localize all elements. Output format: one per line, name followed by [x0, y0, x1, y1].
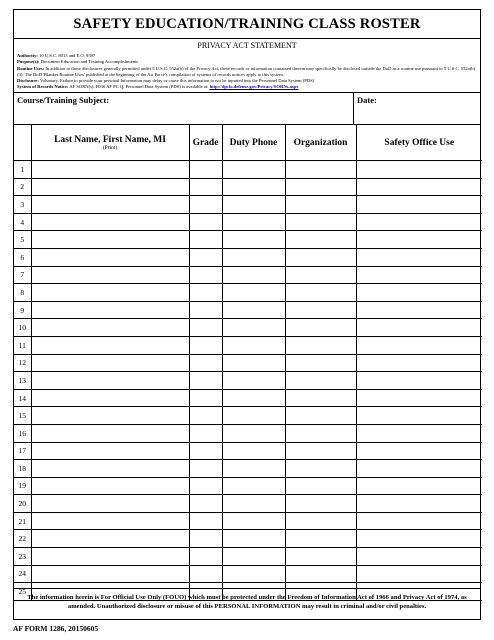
sorn-text: AF SORN(s), F036 AF PC Q, Personnel Data System (PDS) is available at: — [68, 84, 210, 90]
duty-phone-cell[interactable] — [222, 354, 285, 372]
organization-cell[interactable] — [285, 548, 356, 566]
table-row — [14, 301, 482, 319]
table-row — [14, 460, 482, 478]
disclosure-text: Voluntary. Failure to provide your personal Information may delay or cause this information to not be inputted into the Personnel Data System (PDS) — [38, 78, 315, 84]
table-row — [14, 178, 482, 196]
duty-phone-cell[interactable] — [222, 266, 285, 284]
grade-cell[interactable] — [189, 213, 222, 231]
grade-cell[interactable] — [189, 530, 222, 548]
name-cell[interactable] — [31, 301, 189, 319]
grade-cell[interactable] — [189, 161, 222, 179]
table-row — [14, 389, 482, 407]
authority-text: 10 U.S.C. 8013 and E.O. 9397 — [37, 53, 96, 58]
name-cell[interactable] — [31, 424, 189, 442]
name-cell[interactable] — [31, 319, 189, 337]
name-column-header — [31, 125, 189, 161]
duty-phone-cell[interactable] — [222, 407, 285, 425]
grade-cell[interactable] — [189, 477, 222, 495]
table-row — [14, 548, 482, 566]
grade-cell[interactable] — [189, 196, 222, 214]
name-cell[interactable] — [31, 512, 189, 530]
name-cell[interactable] — [31, 565, 189, 583]
safety-office-cell[interactable] — [356, 424, 482, 442]
row-number: 15 — [14, 407, 31, 425]
name-cell[interactable] — [31, 178, 189, 196]
grade-column-header: Grade — [189, 125, 222, 161]
duty-phone-cell[interactable] — [222, 248, 285, 266]
roster-header-row — [14, 125, 482, 161]
row-number: 25 — [14, 583, 31, 601]
course-subject-label: Course/Training Subject: — [17, 95, 110, 105]
form-title: SAFETY EDUCATION/TRAINING CLASS ROSTER — [14, 10, 480, 39]
safety-office-cell[interactable] — [356, 196, 482, 214]
duty-phone-cell[interactable] — [222, 336, 285, 354]
grade-cell[interactable] — [189, 442, 222, 460]
organization-cell[interactable] — [285, 319, 356, 337]
routine-label: Routine Uses: — [17, 65, 45, 71]
safety-office-cell[interactable] — [356, 266, 482, 284]
name-cell[interactable] — [31, 248, 189, 266]
duty-phone-column-header: Duty Phone — [222, 125, 285, 161]
duty-phone-cell[interactable] — [222, 231, 285, 249]
duty-phone-cell[interactable] — [222, 284, 285, 302]
row-number: 6 — [14, 248, 31, 266]
row-number: 14 — [14, 389, 31, 407]
grade-cell[interactable] — [189, 389, 222, 407]
organization-cell[interactable] — [285, 424, 356, 442]
name-cell[interactable] — [31, 213, 189, 231]
safety-office-column-header: Safety Office Use — [356, 125, 482, 161]
name-cell[interactable] — [31, 407, 189, 425]
purpose-label: Purpose(s): — [17, 59, 40, 65]
table-row — [14, 442, 482, 460]
table-row — [14, 161, 482, 179]
grade-cell[interactable] — [189, 354, 222, 372]
row-number: 22 — [14, 530, 31, 548]
table-row — [14, 565, 482, 583]
row-number: 2 — [14, 178, 31, 196]
table-row — [14, 424, 482, 442]
name-cell[interactable] — [31, 389, 189, 407]
row-number: 5 — [14, 231, 31, 249]
duty-phone-cell[interactable] — [222, 301, 285, 319]
organization-cell[interactable] — [285, 231, 356, 249]
organization-cell[interactable] — [285, 301, 356, 319]
safety-office-cell[interactable] — [356, 407, 482, 425]
fouo-notice: The information herein is For Official Use Only (FOUO) which must be protected under the Freedom of Information Act of 1966 and Privacy Act of 1974, as amended. Unauthorized disclosure or misuse of this PERSONAL INFORMATION may result in criminal and/or civil penalties. — [14, 588, 480, 619]
row-number: 10 — [14, 319, 31, 337]
table-row — [14, 319, 482, 337]
safety-office-cell[interactable] — [356, 530, 482, 548]
safety-office-cell[interactable] — [356, 284, 482, 302]
table-row — [14, 336, 482, 354]
sorn-link[interactable]: http://dpclo.defense.gov/Privacy/SORNs.aspx — [209, 84, 299, 90]
row-number: 7 — [14, 266, 31, 284]
duty-phone-cell[interactable] — [222, 495, 285, 513]
organization-cell[interactable] — [285, 460, 356, 478]
table-row — [14, 213, 482, 231]
safety-office-cell[interactable] — [356, 248, 482, 266]
organization-cell[interactable] — [285, 196, 356, 214]
safety-office-cell[interactable] — [356, 231, 482, 249]
safety-office-cell[interactable] — [356, 460, 482, 478]
grade-cell[interactable] — [189, 512, 222, 530]
row-number: 12 — [14, 354, 31, 372]
name-cell[interactable] — [31, 495, 189, 513]
table-row — [14, 266, 482, 284]
row-number: 19 — [14, 477, 31, 495]
duty-phone-cell[interactable] — [222, 161, 285, 179]
table-row — [14, 477, 482, 495]
safety-office-cell[interactable] — [356, 442, 482, 460]
table-row — [14, 354, 482, 372]
safety-office-cell[interactable] — [356, 213, 482, 231]
table-row — [14, 512, 482, 530]
organization-cell[interactable] — [285, 178, 356, 196]
organization-cell[interactable] — [285, 266, 356, 284]
grade-cell[interactable] — [189, 248, 222, 266]
privacy-statement — [14, 51, 480, 93]
name-column-label: Last Name, First Name, MI — [54, 134, 166, 145]
name-cell[interactable] — [31, 231, 189, 249]
row-number: 8 — [14, 284, 31, 302]
grade-cell[interactable] — [189, 407, 222, 425]
safety-office-cell[interactable] — [356, 301, 482, 319]
duty-phone-cell[interactable] — [222, 530, 285, 548]
duty-phone-cell[interactable] — [222, 213, 285, 231]
name-cell[interactable] — [31, 196, 189, 214]
date-field[interactable] — [354, 93, 480, 124]
organization-cell[interactable] — [285, 284, 356, 302]
row-number: 9 — [14, 301, 31, 319]
safety-office-cell[interactable] — [356, 161, 482, 179]
safety-office-cell[interactable] — [356, 178, 482, 196]
grade-cell[interactable] — [189, 266, 222, 284]
safety-office-cell[interactable] — [356, 389, 482, 407]
row-number: 13 — [14, 372, 31, 390]
grade-cell[interactable] — [189, 231, 222, 249]
organization-cell[interactable] — [285, 248, 356, 266]
disclosure-label: Disclosure: — [17, 78, 39, 84]
name-cell[interactable] — [31, 266, 189, 284]
safety-office-cell[interactable] — [356, 372, 482, 390]
authority-label: Authority: — [17, 53, 38, 58]
safety-office-cell[interactable] — [356, 565, 482, 583]
grade-cell[interactable] — [189, 372, 222, 390]
table-row — [14, 495, 482, 513]
grade-cell[interactable] — [189, 319, 222, 337]
row-number: 17 — [14, 442, 31, 460]
duty-phone-cell[interactable] — [222, 319, 285, 337]
purpose-text: Document Education and Training Accomplishments — [39, 59, 139, 65]
duty-phone-cell[interactable] — [222, 477, 285, 495]
organization-cell[interactable] — [285, 530, 356, 548]
grade-cell[interactable] — [189, 336, 222, 354]
row-number: 11 — [14, 336, 31, 354]
organization-cell[interactable] — [285, 495, 356, 513]
organization-cell[interactable] — [285, 389, 356, 407]
grade-cell[interactable] — [189, 548, 222, 566]
name-cell[interactable] — [31, 336, 189, 354]
table-row — [14, 284, 482, 302]
table-row — [14, 372, 482, 390]
duty-phone-cell[interactable] — [222, 196, 285, 214]
row-number: 18 — [14, 460, 31, 478]
roster-body — [14, 161, 482, 601]
name-cell[interactable] — [31, 477, 189, 495]
row-number: 24 — [14, 565, 31, 583]
name-cell[interactable] — [31, 460, 189, 478]
safety-office-cell[interactable] — [356, 336, 482, 354]
table-row — [14, 231, 482, 249]
privacy-heading: PRIVACY ACT STATEMENT — [197, 41, 297, 50]
sorn-label: System of Records Notice: — [17, 84, 69, 90]
subject-row — [14, 93, 480, 125]
organization-cell[interactable] — [285, 213, 356, 231]
organization-cell[interactable] — [285, 512, 356, 530]
name-cell[interactable] — [31, 161, 189, 179]
grade-cell[interactable] — [189, 424, 222, 442]
table-row — [14, 530, 482, 548]
row-number-header — [14, 125, 31, 161]
duty-phone-cell[interactable] — [222, 442, 285, 460]
form-number: AF FORM 1286, 20150605 — [13, 624, 99, 633]
row-number: 21 — [14, 512, 31, 530]
row-number: 23 — [14, 548, 31, 566]
organization-cell[interactable] — [285, 372, 356, 390]
roster-table — [14, 125, 482, 601]
grade-cell[interactable] — [189, 284, 222, 302]
form-page — [13, 9, 481, 620]
name-cell[interactable] — [31, 284, 189, 302]
name-cell[interactable] — [31, 354, 189, 372]
name-cell[interactable] — [31, 372, 189, 390]
grade-cell[interactable] — [189, 460, 222, 478]
name-column-sublabel: (Print) — [102, 144, 118, 151]
grade-cell[interactable] — [189, 301, 222, 319]
safety-office-cell[interactable] — [356, 548, 482, 566]
grade-cell[interactable] — [189, 178, 222, 196]
safety-office-cell[interactable] — [356, 495, 482, 513]
organization-cell[interactable] — [285, 336, 356, 354]
safety-office-cell[interactable] — [356, 354, 482, 372]
name-cell[interactable] — [31, 442, 189, 460]
name-cell[interactable] — [31, 548, 189, 566]
row-number: 1 — [14, 161, 31, 179]
organization-cell[interactable] — [285, 565, 356, 583]
grade-cell[interactable] — [189, 565, 222, 583]
duty-phone-cell[interactable] — [222, 548, 285, 566]
duty-phone-cell[interactable] — [222, 460, 285, 478]
routine-text: In addition to those disclosures generally permitted under 5 U.S.C. 552a(b) of the Privacy Act, these records or information contained therein may specifically be disclosed outside the DoD as a routine use pursuant to 5 U.S.C. 552a(b)(3): The DoD 'Blanket Routine Uses' published at the beginning of the Air Force's compilation of systems of records notices apply to this system. — [17, 65, 476, 77]
organization-cell[interactable] — [285, 161, 356, 179]
safety-office-cell[interactable] — [356, 477, 482, 495]
table-row — [14, 248, 482, 266]
organization-cell[interactable] — [285, 407, 356, 425]
course-subject-field[interactable] — [14, 93, 354, 124]
date-label: Date: — [357, 95, 377, 105]
organization-column-header: Organization — [285, 125, 356, 161]
table-row — [14, 407, 482, 425]
row-number: 3 — [14, 196, 31, 214]
row-number: 16 — [14, 424, 31, 442]
organization-cell[interactable] — [285, 354, 356, 372]
duty-phone-cell[interactable] — [222, 565, 285, 583]
organization-cell[interactable] — [285, 477, 356, 495]
duty-phone-cell[interactable] — [222, 372, 285, 390]
table-row — [14, 196, 482, 214]
row-number: 20 — [14, 495, 31, 513]
safety-office-cell[interactable] — [356, 512, 482, 530]
duty-phone-cell[interactable] — [222, 389, 285, 407]
name-cell[interactable] — [31, 530, 189, 548]
organization-cell[interactable] — [285, 442, 356, 460]
row-number: 4 — [14, 213, 31, 231]
duty-phone-cell[interactable] — [222, 178, 285, 196]
duty-phone-cell[interactable] — [222, 512, 285, 530]
duty-phone-cell[interactable] — [222, 424, 285, 442]
grade-cell[interactable] — [189, 495, 222, 513]
safety-office-cell[interactable] — [356, 319, 482, 337]
